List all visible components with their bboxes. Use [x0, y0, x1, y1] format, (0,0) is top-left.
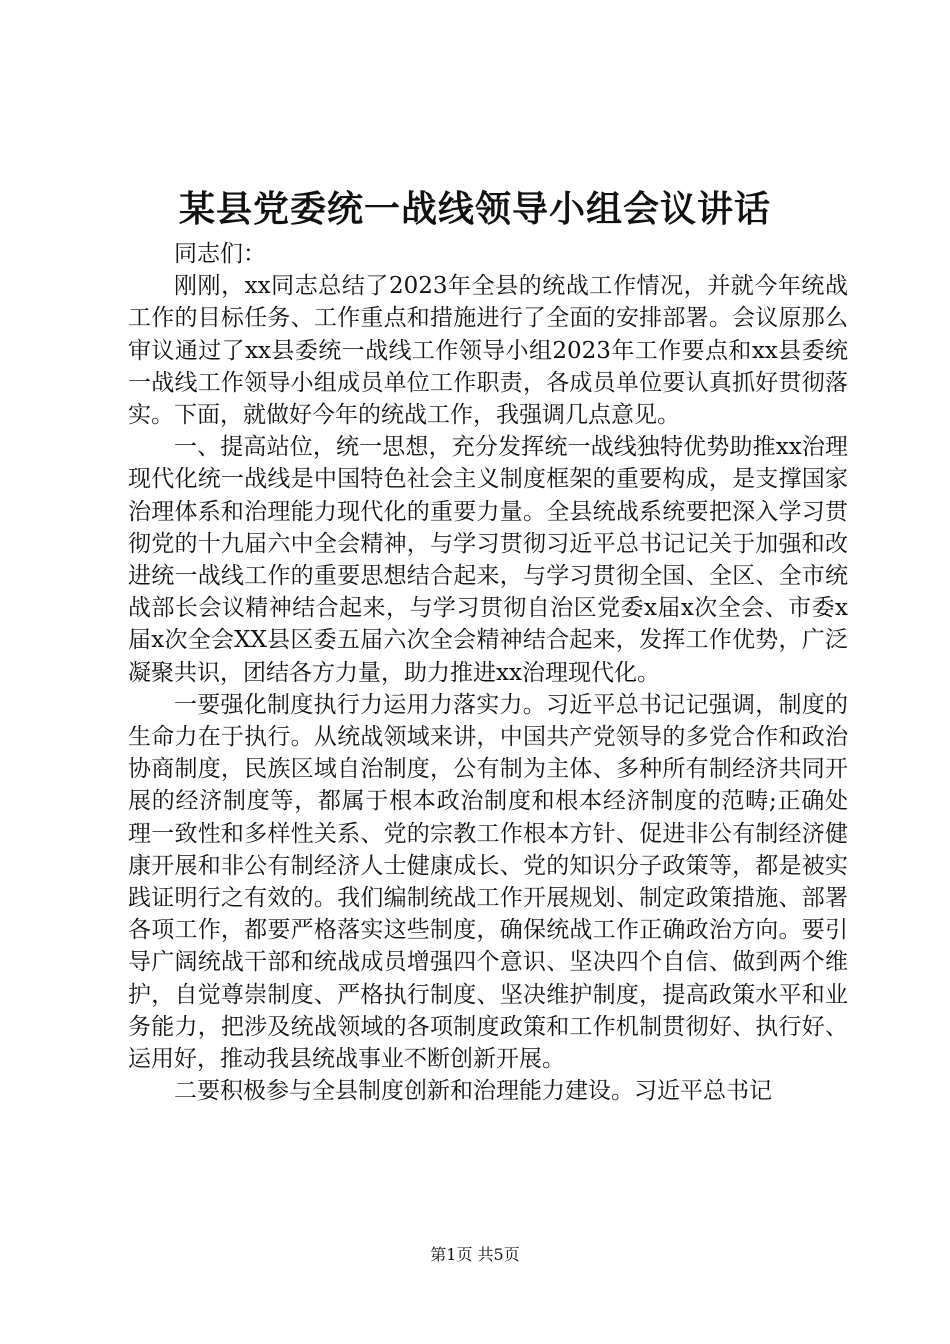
- intro-paragraph: 刚刚，xx同志总结了2023年全县的统战工作情况，并就今年统战工作的目标任务、工作重点和措施进行了全面的安排部署。会议原那么审议通过了xx县委统一战线工作领导小组2023年工作要点和xx县委统一战线工作领导小组成员单位工作职责，各成员单位要认真抓好贯彻落实。下面，就做好今年的统战工作，我强调几点意见。: [128, 273, 848, 429]
- salutation-paragraph: 同志们：: [174, 241, 266, 267]
- point-one-paragraph: 一要强化制度执行力运用力落实力。习近平总书记记强调，制度的生命力在于执行。从统战领域来讲，中国共产党领导的多党合作和政治协商制度，民族区域自治制度，公有制为主体、多种所有制经济共同开展的经济制度等，都属于根本政治制度和根本经济制度的范畴;正确处理一致性和多样性关系、党的宗教工作根本方针、促进非公有制经济健康开展和非公有制经济人士健康成长、党的知识分子政策等，都是被实践证明行之有效的。我们编制统战工作开展规划、制定政策措施、部署各项工作，都要严格落实这些制度，确保统战工作正确政治方向。要引导广阔统战干部和统战成员增强四个意识、坚决四个自信、做到两个维护，自觉尊崇制度、严格执行制度、坚决维护制度，提高政策水平和业务能力，把涉及统战领域的各项制度政策和工作机制贯彻好、执行好、运用好，推动我县统战事业不断创新开展。: [128, 691, 848, 1073]
- document-body: [128, 238, 848, 1107]
- document-title: 某县党委统一战线领导小组会议讲话: [178, 188, 771, 230]
- page-number-footer: 第1页 共5页: [430, 1245, 520, 1264]
- point-two-paragraph: 二要积极参与全县制度创新和治理能力建设。习近平总书记: [174, 1078, 772, 1105]
- section-one-paragraph: 一、提高站位，统一思想，充分发挥统一战线独特优势助推xx治理现代化统一战线是中国特色社会主义制度框架的重要构成，是支撑国家治理体系和治理能力现代化的重要力量。全县统战系统要把深入学习贯彻党的十九届六中全会精神，与学习贯彻习近平总书记记关于加强和改进统一战线工作的重要思想结合起来，与学习贯彻全国、全区、全市统战部长会议精神结合起来，与学习贯彻自治区党委x届x次全会、市委x届x次全会XX县区委五届六次全会精神结合起来，发挥工作优势，广泛凝聚共识，团结各方力量，助力推进xx治理现代化。: [128, 434, 848, 686]
